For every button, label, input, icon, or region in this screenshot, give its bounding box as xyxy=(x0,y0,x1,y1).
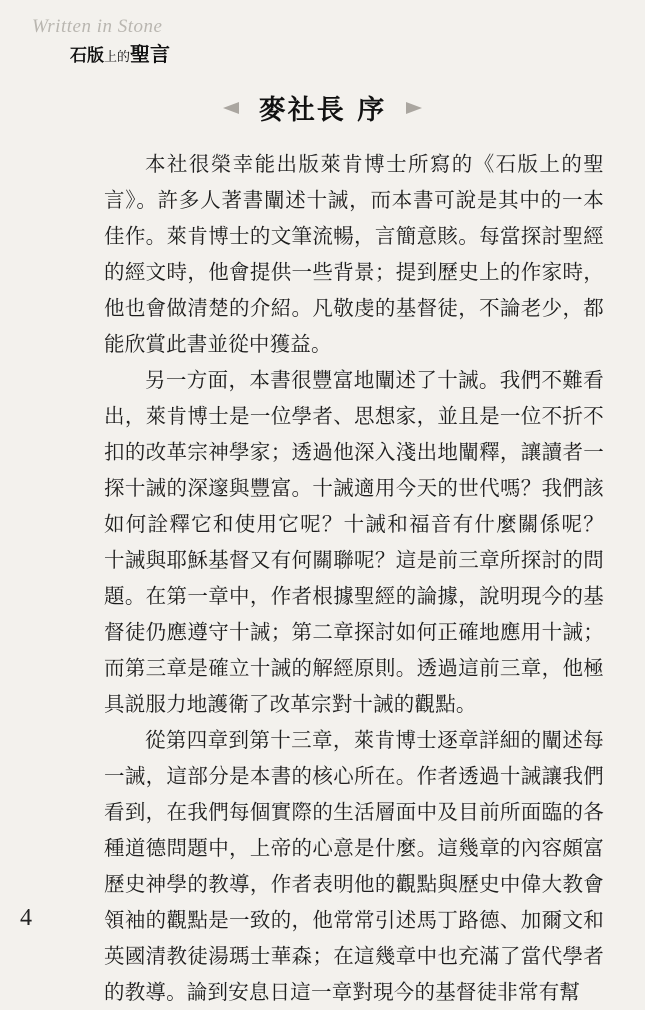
paragraph-3: 從第四章到第十三章，萊肯博士逐章詳細的闡述每一誡，這部分是本書的核心所在。作者透過十誡讓我們看到，在我們每個實際的生活層面中及目前所面臨的各種道德問題中，上帝的心意是什麼。這幾章的內容頗富歷史神學的教導，作者表明他的觀點與歷史中偉大教會領袖的觀點是一致的，他常常引述馬丁路德、加爾文和英國清教徒湯瑪士華森；在這幾章中也充滿了當代學者的教導。論到安息日這一章對現今的基督徒非常有幫 xyxy=(104,728,604,1004)
page-number: 4 xyxy=(20,905,32,931)
header-script-logo: Written in Stone xyxy=(32,16,163,37)
header-book-title xyxy=(70,38,170,67)
header-title-part2: 上的 xyxy=(104,50,131,65)
left-arrow-ornament-icon xyxy=(223,102,239,114)
page-title: 麥社長 序 xyxy=(258,95,387,126)
paragraph-1: 本社很榮幸能出版萊肯博士所寫的《石版上的聖言》。許多人著書闡述十誡，而本書可說是其中的一本佳作。萊肯博士的文筆流暢，言簡意賅。每當探討聖經的經文時，他會提供一些背景；提到歷史上的作家時，他也會做清楚的介紹。凡敬虔的基督徒，不論老少，都能欣賞此書並從中獲益。 xyxy=(104,152,604,356)
header-title-part3: 聖言 xyxy=(130,42,171,66)
body-text xyxy=(104,146,604,1010)
right-arrow-ornament-icon xyxy=(406,102,422,114)
paragraph-2: 另一方面，本書很豐富地闡述了十誡。我們不難看出，萊肯博士是一位學者、思想家，並且是一位不折不扣的改革宗神學家；透過他深入淺出地闡釋，讓讀者一探十誡的深邃與豐富。十誡適用今天的世代嗎？我們該如何詮釋它和使用它呢？十誡和福音有什麼關係呢？ 十誡與耶穌基督又有何關聯呢？這是前三章所探討的問題。在第一章中，作者根據聖經的論據，說明現今的基督徒仍應遵守十誡；第二章探討如何正確地應用十誡；而第三章是確立十誡的解經原則。透過這前三章，他極具説服力地護衛了改革宗對十誡的觀點。 xyxy=(104,368,604,716)
header-title-part1: 石版 xyxy=(70,46,104,66)
running-header xyxy=(22,16,242,66)
title-block xyxy=(0,88,645,127)
